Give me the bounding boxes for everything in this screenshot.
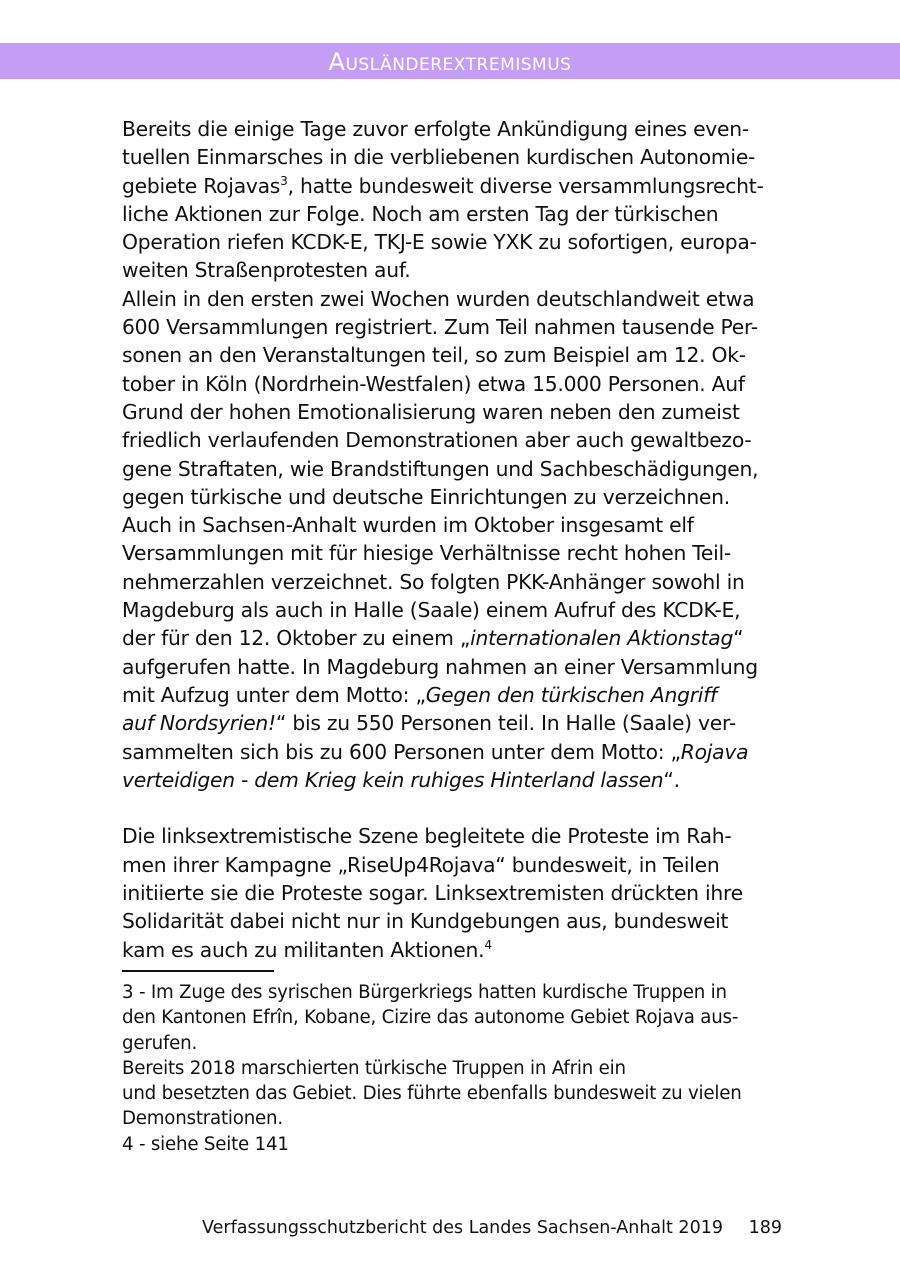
text-line: Die linksextremistische Szene begleitete die Proteste im Rah-	[122, 824, 732, 849]
text-line: Grund der hohen Emotionalisierung waren neben den zumeist	[122, 399, 740, 424]
text-run: kam es auch zu militanten Aktionen.	[122, 937, 485, 962]
text-line: friedlich verlaufenden Demonstrationen aber auch gewaltbezo-	[122, 428, 752, 453]
text-line: Operation riefen KCDK-E, TKJ-E sowie YXK zu sofortigen, europa-	[122, 230, 757, 255]
text-line	[122, 681, 782, 709]
footnote-line: 4 - siehe Seite 141	[122, 1133, 289, 1155]
text-run: gebiete Rojavas	[122, 173, 281, 198]
quoted-motto: internationalen Aktionstag	[470, 626, 734, 651]
text-line	[122, 936, 782, 964]
quoted-motto: Gegen den türkischen Angriff	[425, 682, 717, 707]
text-line: Magdeburg als auch in Halle (Saale) einem Aufruf des KCDK-E,	[122, 598, 741, 623]
text-run: sammelten sich bis zu 600 Personen unter dem Motto: „	[122, 739, 681, 764]
footnote-separator	[122, 970, 274, 972]
footnote-ref-4: 4	[484, 937, 492, 952]
footnote-line: Demonstrationen.	[122, 1108, 283, 1130]
footnote-line: gerufen.	[122, 1032, 198, 1054]
text-line: tuellen Einmarsches in die verbliebenen kurdischen Autonomie-	[122, 145, 756, 170]
footnote-3	[122, 980, 782, 1132]
text-line	[122, 172, 782, 200]
paragraph-announcement	[122, 115, 782, 285]
text-line: Auch in Sachsen-Anhalt wurden im Oktober insgesamt elf	[122, 513, 694, 538]
text-run: “	[733, 626, 744, 651]
text-line: men ihrer Kampagne „RiseUp4Rojava“ bundesweit, in Teilen	[122, 852, 720, 877]
quoted-motto: verteidigen - dem Krieg kein ruhiges Hinterland lassen	[122, 767, 664, 792]
footnote-line: 3 - Im Zuge des syrischen Bürgerkriegs hatten kurdische Truppen in	[122, 982, 727, 1003]
text-line	[122, 624, 782, 652]
page-footer	[202, 1215, 782, 1241]
footnote-4	[122, 1132, 782, 1157]
section-title: Ausländerextremismus	[328, 48, 572, 76]
text-line: Allein in den ersten zwei Wochen wurden deutschlandweit etwa	[122, 286, 755, 311]
text-line: Versammlungen mit für hiesige Verhältnisse recht hohen Teil-	[122, 541, 732, 566]
text-line: gene Straftaten, wie Brandstiftungen und Sachbeschädigungen,	[122, 456, 759, 481]
main-text	[122, 115, 782, 964]
footnote-ref-3: 3	[280, 173, 288, 188]
paragraph-nationwide-protests	[122, 285, 782, 511]
quoted-motto: auf Nordsyrien!	[122, 711, 276, 736]
text-line: nehmerzahlen verzeichnet. So folgten PKK-Anhänger sowohl in	[122, 569, 745, 594]
text-run: der für den 12. Oktober zu einem „	[122, 626, 471, 651]
text-line: sonen an den Veranstaltungen teil, so zum Beispiel am 12. Ok-	[122, 343, 746, 368]
footer-title: Verfassungsschutzbericht des Landes Sachsen-Anhalt 2019	[202, 1218, 723, 1238]
paragraph-left-extremists	[122, 822, 782, 963]
footnote-line: und besetzten das Gebiet. Dies führte ebenfalls bundesweit zu vielen	[122, 1083, 742, 1105]
text-line: initiierte sie die Proteste sogar. Linksextremisten drückten ihre	[122, 881, 743, 906]
text-line: 600 Versammlungen registriert. Zum Teil nahmen tausende Per-	[122, 315, 758, 340]
text-line: Solidarität dabei nicht nur in Kundgebungen aus, bundesweit	[122, 909, 729, 934]
text-line: weiten Straßenprotesten auf.	[122, 258, 411, 283]
footnote-line: den Kantonen Efrîn, Kobane, Cizire das autonome Gebiet Rojava aus-	[122, 1007, 739, 1029]
page-number: 189	[748, 1218, 782, 1238]
text-run: , hatte bundesweit diverse versammlungsrecht-	[287, 173, 764, 198]
text-run: mit Aufzug unter dem Motto: „	[122, 682, 426, 707]
section-header-banner	[0, 43, 900, 79]
text-line	[122, 709, 782, 737]
text-line: liche Aktionen zur Folge. Noch am ersten Tag der türkischen	[122, 201, 719, 226]
text-run: “ bis zu 550 Personen teil. In Halle (Saale) ver-	[275, 711, 736, 736]
text-line	[122, 738, 782, 766]
text-line	[122, 766, 782, 794]
text-line: gegen türkische und deutsche Einrichtungen zu verzeichnen.	[122, 484, 730, 509]
quoted-motto: Rojava	[680, 739, 749, 764]
paragraph-gap	[122, 794, 782, 822]
text-line: Bereits die einige Tage zuvor erfolgte Ankündigung eines even-	[122, 117, 749, 141]
paragraph-saxony-anhalt	[122, 511, 782, 794]
text-run: “.	[663, 767, 680, 792]
text-line: aufgerufen hatte. In Magdeburg nahmen an einer Versammlung	[122, 654, 758, 679]
footnotes	[122, 980, 782, 1157]
text-line: tober in Köln (Nordrhein-Westfalen) etwa 15.000 Personen. Auf	[122, 371, 745, 396]
footnote-line: Bereits 2018 marschierten türkische Truppen in Afrin ein	[122, 1057, 626, 1079]
